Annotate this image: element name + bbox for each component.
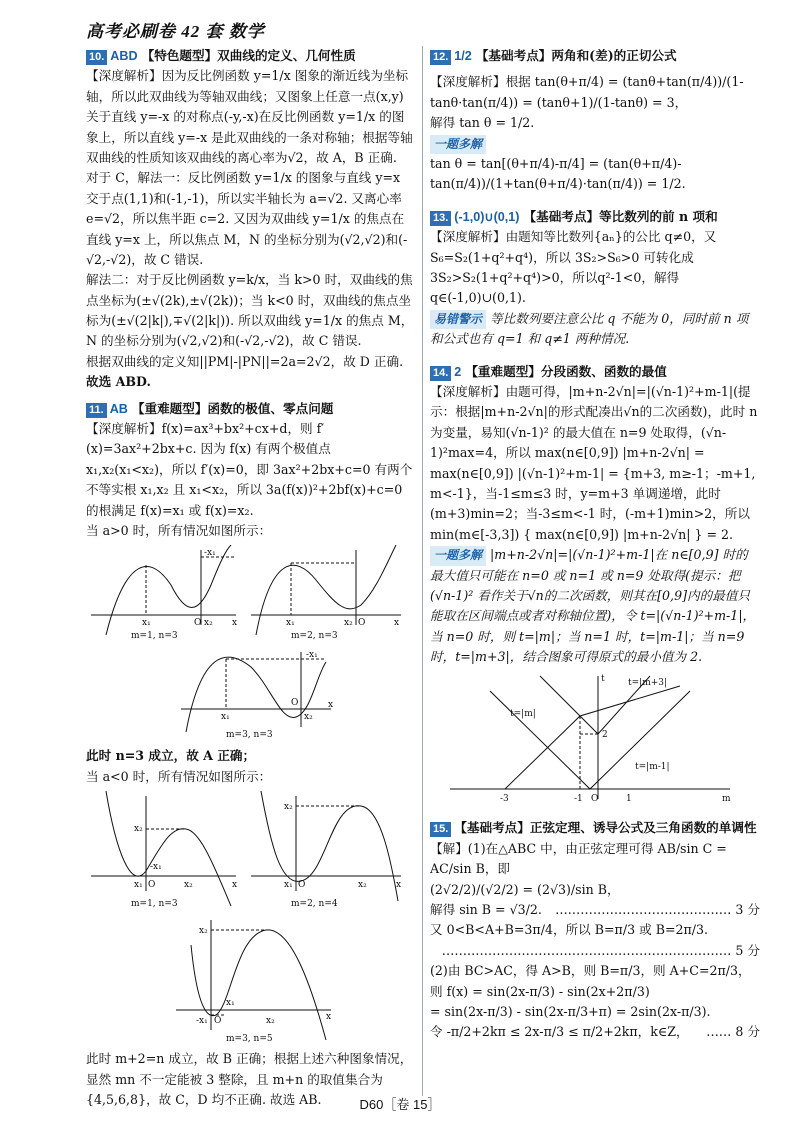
q14-label-m1: t=|m-1| <box>635 762 670 773</box>
q10-number: 10. <box>86 50 107 65</box>
q14-analysis: 【深度解析】由题可得，|m+n-2√n|=|(√n-1)²+m-1|(提示：根据|m+n-2√n|的形式配凑出√n的二次函数)，此时 n 为变量，易知(√n-1)² 的最大值在 n=9 处取得，(√n-1)²max=4，所以 max(n∈[0,9]) |m+n-2√n| = max(n∈[0,9]) |(√n-1)²+m-1| = {m+3, m≥-1；-m+1, m<-1}，当-1≤m≤3 时，y=m+3 单调递增，此时(m+3)min=2；当-3≤m<-1 时，(-m+1)min>2，所以 min(m∈[-3,3]) { max(n∈[0,9]) |m+n-2√n| } = 2. <box>430 383 758 542</box>
graph-m3-n3 <box>181 650 333 740</box>
page-footer: D60［卷 15］ <box>359 1097 441 1112</box>
q12-alt: tan θ = tan[(θ+π/4)-π/4] = (tan(θ+π/4)-tan(π/4))/(1+tan(θ+π/4)·tan(π/4)) = 1/2. <box>430 156 686 192</box>
q14-tick-1: 1 <box>626 794 632 805</box>
q13-warning-text: 等比数列要注意公比 q 不能为 0，同时前 n 项和公式也有 q=1 和 q≠1 两种情况. <box>430 310 749 347</box>
q11-analysis: 【深度解析】f(x)=ax³+bx²+cx+d，则 f′(x)=3ax²+2bx+c. 因为 f(x) 有两个极值点 x₁,x₂(x₁<x₂)，所以 f′(x)=0，即 3ax²+2bx+c=0 有两个不等实根 x₁,x₂ 且 x₁<x₂，所以 3a(f(x))²+2bf(x)+c=0 的根满足 f(x)=x₁ 或 f(x)=x₂. <box>86 421 413 518</box>
caption-m1-n3: m=1, n=3 <box>131 631 178 642</box>
q14-graph <box>430 671 750 806</box>
q10-answer: ABD <box>110 49 138 63</box>
left-column <box>86 46 416 1110</box>
q15-fx-simplified: = sin(2x-π/3) - sin(2x-π/3+π) = 2sin(2x-π/3). …… 8 分 <box>430 1002 760 1022</box>
q15-tag: 【基础考点】正弦定理、诱导公式及三角函数的单调性 <box>454 820 757 836</box>
q15-score-5: …………………………………………………………… 5 分 <box>441 942 760 958</box>
svg-text:x₂: x₂ <box>284 802 293 813</box>
q15-number: 15. <box>430 822 451 837</box>
graph-m1-n3-neg <box>91 791 237 909</box>
q14-answer: 2 <box>454 364 462 379</box>
svg-text:x₂: x₂ <box>199 926 208 937</box>
q11-conclusion-final: 此时 m+2=n 成立，故 B 正确；根据上述六种图象情况，显然 mn 不一定能被 3 整除，且 m+n 的取值集合为{4,5,6,8}，故 C，D 均不正确. 故选 AB. <box>86 1051 413 1107</box>
q11-figures-a-neg-row2 <box>86 915 406 1045</box>
svg-text:x: x <box>396 880 402 891</box>
q15-sinB: 解得 sin B = √3/2. 又 0<B<A+B=3π/4，所以 B=π/3 或 B=2π/3. <box>430 902 709 938</box>
svg-text:O: O <box>148 880 156 891</box>
q13-block <box>430 207 760 350</box>
q14-tick-minus1: -1 <box>574 794 583 805</box>
svg-text:O: O <box>298 880 306 891</box>
svg-text:x₁: x₁ <box>286 618 295 629</box>
q13-analysis: 【深度解析】由题知等比数列{aₙ}的公比 q≠0，又 S₆=S₂(1+q²+q⁴)，所以 3S₂>S₆>0 可转化成 3S₂>S₂(1+q²+q⁴)>0，所以q²-1<0，解得 q∈(-1,0)∪(0,1). <box>430 229 717 306</box>
q14-tick-minus3: -3 <box>500 794 509 805</box>
q14-multi-solution-badge: 一题多解 <box>430 546 486 565</box>
graph-m2-n4 <box>251 791 401 909</box>
q14-tag: 【重难题型】分段函数、函数的最值 <box>465 363 667 379</box>
q12-multi-solution-badge: 一题多解 <box>430 135 486 154</box>
column-divider <box>422 46 423 1096</box>
q14-number: 14. <box>430 366 451 381</box>
caption-m2-n4: m=2, n=4 <box>291 899 338 910</box>
q15-monotone: 令 -π/2+2kπ ≤ 2x-π/3 ≤ π/2+2kπ，k∈Z， <box>430 1024 689 1040</box>
q13-number: 13. <box>430 211 451 226</box>
q14-alt: |m+n-2√n|=|(√n-1)²+m-1|在 n∈[0,9] 时的最大值只可能在 n=0 或 n=1 或 n=9 处取得(提示：把(√n-1)² 看作关于√n的二次函数，则其在[0,9]内的最值只能取在区间端点或者对称轴位置)，令 t=|(√n-1)²+m-1|，当 n=0 时，则 t=|m|；当 n=1 时，t=|m-1|；当 n=9 时，t=|m+3|，结合图象可得原式的最小值为 2. <box>430 547 756 665</box>
svg-text:x₁: x₁ <box>134 880 143 891</box>
caption-m3-n3: m=3, n=3 <box>226 730 273 741</box>
graph-m2-n3 <box>251 545 401 641</box>
q10-block <box>86 46 416 393</box>
svg-text:x₂: x₂ <box>358 880 367 891</box>
q11-figures-a-pos-row1 <box>86 545 406 643</box>
svg-text:x₁: x₁ <box>226 998 235 1009</box>
q11-figures-a-pos-row2 <box>86 647 406 742</box>
svg-text:O: O <box>214 1016 222 1027</box>
q15-sine-law: (2√2/2)/(√2/2) = (2√3)/sin B， …………………………………… 3 分 <box>430 880 760 900</box>
graph-m1-n3 <box>91 545 237 641</box>
q11-answer: AB <box>109 401 128 416</box>
caption-m2-n3: m=2, n=3 <box>291 631 338 642</box>
q14-label-m3: t=|m+3| <box>628 678 668 689</box>
q11-case-a-pos: 当 a>0 时，所有情况如图所示： <box>86 522 272 538</box>
svg-text:O: O <box>194 618 202 629</box>
svg-text:x₂: x₂ <box>204 618 213 629</box>
q14-block <box>430 362 760 807</box>
svg-text:x: x <box>394 618 400 629</box>
q13-tag: 【基础考点】等比数列的前 n 项和 <box>523 208 718 224</box>
q14-axis-t: t <box>601 674 605 685</box>
svg-text:x: x <box>326 1012 332 1023</box>
q14-tick-origin: O <box>591 794 599 805</box>
q12-answer: 1/2 <box>454 49 472 63</box>
svg-text:x: x <box>232 880 238 891</box>
svg-text:x₂: x₂ <box>266 1016 275 1027</box>
svg-text:x₁: x₁ <box>142 618 151 629</box>
q10-analysis: 【深度解析】因为反比例函数 y=1/x 图象的渐近线为坐标轴，所以此双曲线为等轴双曲线；又图象上任意一点(x,y)关于直线 y=-x 的对称点(-y,-x)在反比例函数 y=1/x 的图象上，所以直线 y=-x 是此双曲线的一条对称轴；根据等轴双曲线的性质知该双曲线的离心率为√2，故 A，B 正确. <box>86 68 413 165</box>
svg-text:-x₁: -x₁ <box>204 548 216 559</box>
q12-analysis: 【深度解析】根据 tan(θ+π/4) = (tanθ+tan(π/4))/(1-tanθ·tan(π/4)) = (tanθ+1)/(1-tanθ) = 3， <box>430 74 744 110</box>
q11-block <box>86 399 416 1111</box>
q15-score-8: …… 8 分 <box>706 1024 760 1040</box>
svg-text:x₂: x₂ <box>134 824 143 835</box>
q10-method2: 解法二：对于反比例函数 y=k/x，当 k>0 时，双曲线的焦点坐标为(±√(2k),±√(2k))；当 k<0 时，双曲线的焦点坐标为(±√(2|k|),∓√(2|k|)). 所以双曲线 y=1/x 的焦点 M，N 的坐标分别为(√2,√2)和(-√2,-√2)，故 C 错误. <box>86 272 414 349</box>
q15-part1: 【解】(1)在△ABC 中，由正弦定理可得 AB/sin C = AC/sin B，即 <box>430 840 727 877</box>
svg-text:O: O <box>291 698 299 709</box>
page-header-title: 高考必刷卷 42 套 数学 <box>86 22 265 41</box>
svg-text:x₂: x₂ <box>304 712 313 723</box>
q12-block <box>430 46 760 195</box>
q10-conclusion: 故选 ABD. <box>86 374 151 390</box>
caption-m1-n3-neg: m=1, n=3 <box>131 899 178 910</box>
q11-conclusion-a: 此时 n=3 成立，故 A 正确； <box>86 748 256 764</box>
q10-tag: 【特色题型】双曲线的定义、几何性质 <box>141 48 356 63</box>
right-column <box>430 46 760 1043</box>
q11-case-a-neg: 当 a<0 时，所有情况如图所示： <box>86 768 272 784</box>
q10-method1: 对于 C，解法一：反比例函数 y=1/x 的图象与直线 y=x 交于点(1,1)和(-1,-1)，所以实半轴长为 a=√2. 又离心率 e=√2，所以焦半距 c=2. 又因为双曲线 y=1/x 的焦点在直线 y=x 上，所以焦点 M，N 的坐标分别为(√2,√2)和(-√2,-√2)，故 C 错误. <box>86 170 408 267</box>
q11-figures-a-neg-row1 <box>86 791 406 911</box>
graph-m3-n5 <box>176 920 331 1044</box>
svg-text:x₁: x₁ <box>284 880 293 891</box>
svg-text:x: x <box>232 618 238 629</box>
q11-number: 11. <box>86 403 107 418</box>
q12-result: 解得 tan θ = 1/2. <box>430 115 535 131</box>
svg-text:x: x <box>328 700 334 711</box>
caption-m3-n5: m=3, n=5 <box>226 1034 273 1045</box>
q12-tag: 【基础考点】两角和(差)的正切公式 <box>475 48 677 63</box>
q15-block <box>430 818 760 1042</box>
q13-error-warning-badge: 易错警示 <box>430 310 486 329</box>
svg-text:-x₁: -x₁ <box>150 862 162 873</box>
q14-min-value: 2 <box>602 730 608 741</box>
q15-fx: 则 f(x) = sin(2x-π/3) - sin(2x+2π/3) <box>430 983 650 999</box>
svg-text:O: O <box>358 618 366 629</box>
svg-text:x₂: x₂ <box>184 880 193 891</box>
q14-axis-m: m <box>722 794 731 805</box>
svg-text:x₂: x₂ <box>344 618 353 629</box>
q11-tag: 【重难题型】函数的极值、零点问题 <box>131 400 334 416</box>
q14-label-m: t=|m| <box>510 709 536 720</box>
svg-text:-x₁: -x₁ <box>196 1016 208 1027</box>
q13-answer: (-1,0)∪(0,1) <box>454 209 520 224</box>
svg-text:x₁: x₁ <box>221 712 230 723</box>
q15-part2: (2)由 BC>AC，得 A>B，则 B=π/3，则 A+C=2π/3， <box>430 963 751 979</box>
q12-number: 12. <box>430 50 451 65</box>
q10-d-option: 根据双曲线的定义知||PM|-|PN||=2a=2√2，故 D 正确. <box>86 353 404 369</box>
svg-text:-x₁: -x₁ <box>306 650 318 661</box>
q15-score-3: …………………………………… 3 分 <box>555 902 760 918</box>
